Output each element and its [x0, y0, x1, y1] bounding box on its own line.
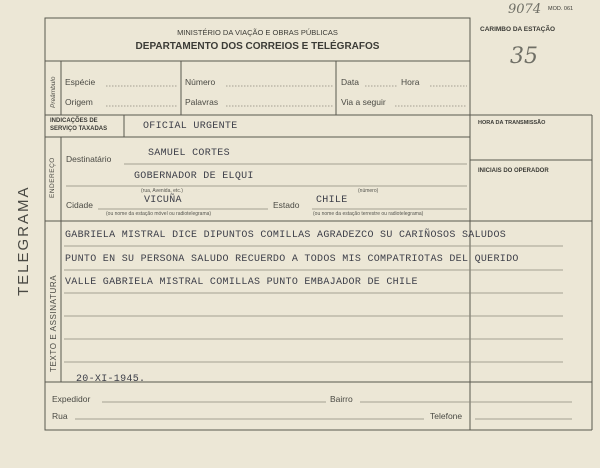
handwritten-margin-number: 35 — [510, 44, 538, 69]
message-line: PUNTO EN SU PERSONA SALUDO RECUERDO A TODOS MIS COMPATRIOTAS DEL QUERIDO — [65, 254, 519, 265]
side-title: TELEGRAMA — [15, 185, 32, 296]
sender-label: Expedidor — [52, 394, 91, 404]
origem-label: Origem — [65, 97, 93, 107]
ministry-title: MINISTÉRIO DA VIAÇÃO E OBRAS PÚBLICAS — [177, 28, 338, 37]
phone-label: Telefone — [430, 411, 463, 421]
fill-lines — [64, 86, 572, 419]
transmission-time-label: HORA DA TRANSMISSÃO — [478, 120, 546, 126]
palavras-label: Palavras — [185, 97, 219, 107]
message-date: 20-XI-1945. — [76, 374, 146, 385]
operator-initials-label: INICIAIS DO OPERADOR — [478, 168, 549, 174]
state-note: (ou nome da estação terrestre ou radiotelegrama) — [313, 211, 424, 217]
preamble-section-label: Preâmbulo — [50, 76, 57, 108]
recipient-title-value: GOBERNADOR DE ELQUI — [134, 171, 254, 182]
service-label: INDICAÇÕES DE SERVIÇO TAXADAS — [50, 118, 108, 132]
service-value: OFICIAL URGENTE — [143, 121, 238, 132]
department-title: DEPARTAMENTO DOS CORREIOS E TELÉGRAFOS — [135, 41, 380, 52]
model-code: MOD. 061 — [548, 6, 574, 12]
via-label: Via a seguir — [341, 97, 386, 107]
handwritten-number: 9074 — [508, 2, 542, 17]
city-value: VICUÑA — [144, 195, 182, 206]
data-label: Data — [341, 77, 359, 87]
hora-label: Hora — [401, 77, 420, 87]
address-section-label: ENDEREÇO — [49, 157, 56, 198]
district-label: Bairro — [330, 394, 353, 404]
text-section-label: TEXTO E ASSINATURA — [49, 274, 58, 372]
especie-label: Espécie — [65, 77, 96, 87]
city-label: Cidade — [66, 200, 93, 210]
numero-label: Número — [185, 77, 216, 87]
city-note: (ou nome da estação móvel ou radiotelegrama) — [106, 211, 212, 217]
station-stamp-label: CARIMBO DA ESTAÇÃO — [480, 26, 556, 33]
recipient-value: SAMUEL CORTES — [148, 148, 230, 159]
street-note: (rua, Avenida, etc.) — [141, 188, 183, 194]
message-line: VALLE GABRIELA MISTRAL COMILLAS PUNTO EMBAJADOR DE CHILE — [65, 277, 418, 288]
street-label: Rua — [52, 411, 68, 421]
recipient-label: Destinatário — [66, 154, 112, 164]
message-line: GABRIELA MISTRAL DICE DIPUNTOS COMILLAS AGRADEZCO SU CARIÑOSOS SALUDOS — [65, 230, 507, 241]
state-label: Estado — [273, 200, 300, 210]
number-note: (número) — [358, 188, 379, 194]
state-value: CHILE — [316, 195, 348, 206]
